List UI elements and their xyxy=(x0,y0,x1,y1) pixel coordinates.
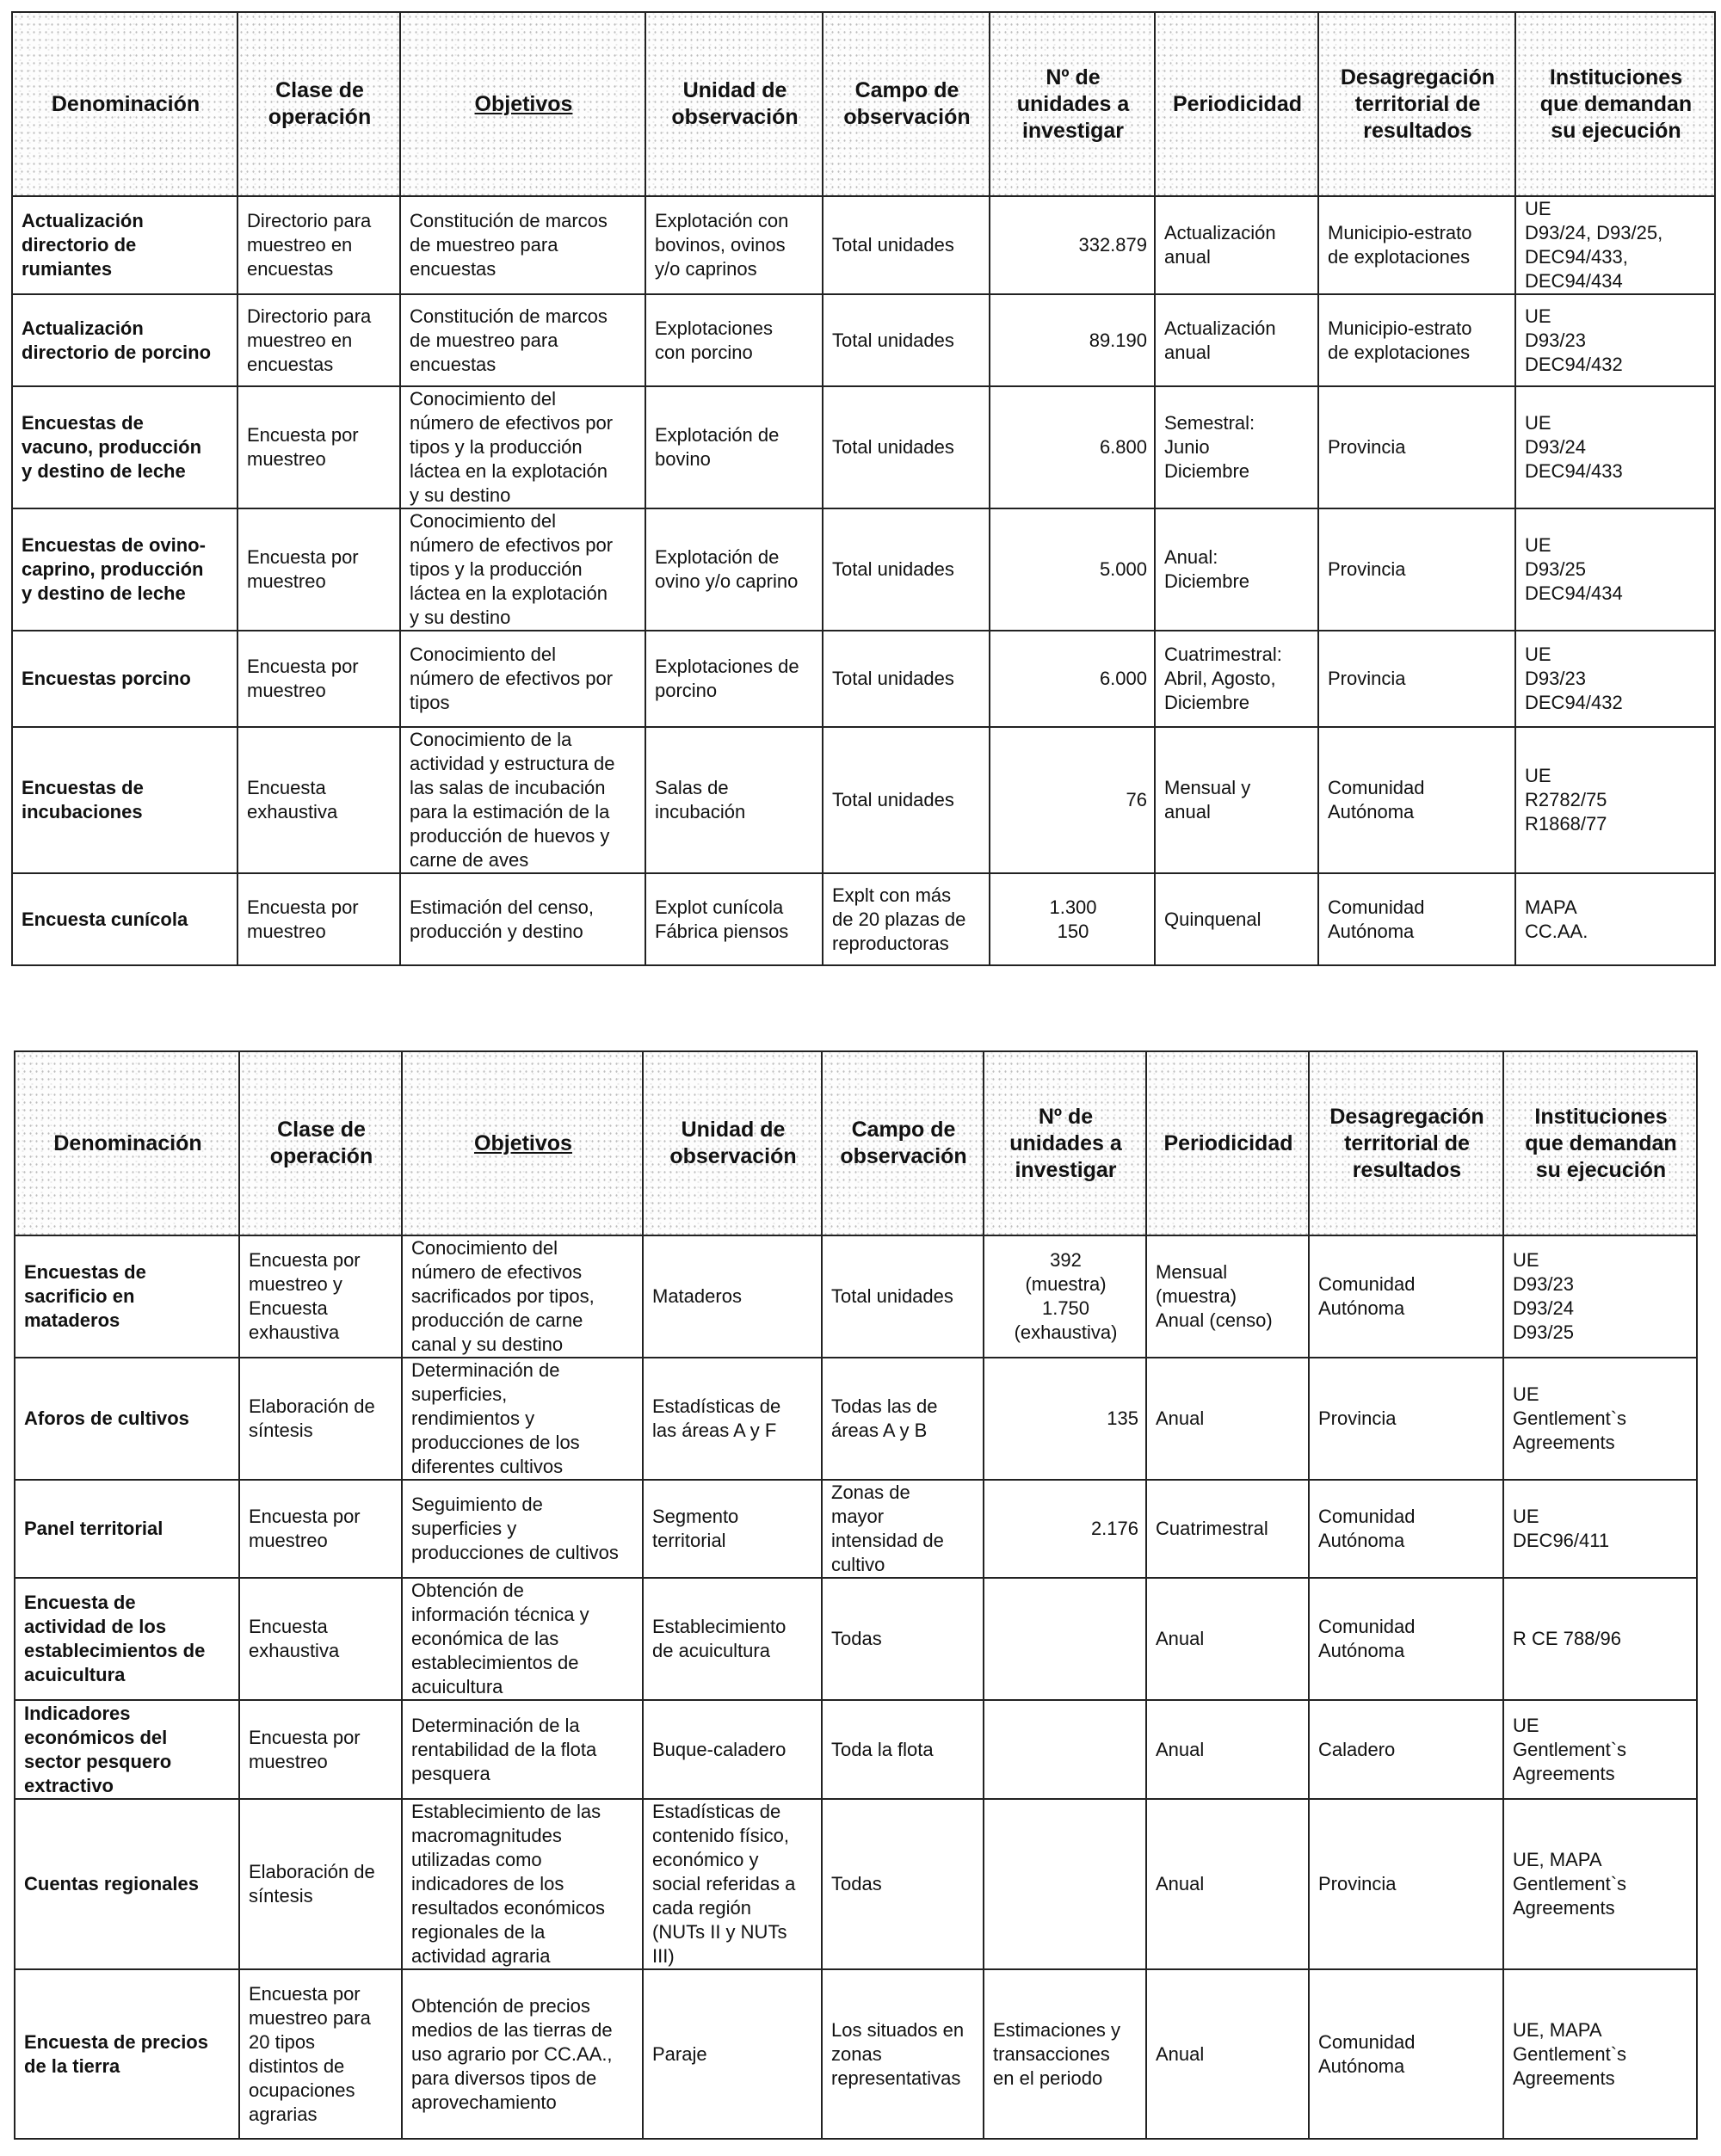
column-header-clase-operacion xyxy=(239,1051,402,1235)
cell-desagregacion-territorial: Comunidad Autónoma xyxy=(1309,1480,1503,1578)
column-header-desagregacion-territorial xyxy=(1309,1051,1503,1235)
cell-unidad-observacion: Explot cunícola Fábrica piensos xyxy=(645,873,823,965)
header-row xyxy=(15,1051,1697,1235)
cell-desagregacion-territorial: Provincia xyxy=(1318,631,1515,727)
cell-objetivos: Conocimiento del número de efectivos por tipos xyxy=(400,631,645,727)
column-header-num-unidades xyxy=(984,1051,1146,1235)
column-header-label: Objetivos xyxy=(474,1130,572,1155)
cell-denominacion: Actualización directorio de porcino xyxy=(12,294,237,386)
cell-campo-observacion: Zonas de mayor intensidad de cultivo xyxy=(822,1480,984,1578)
cell-desagregacion-territorial: Comunidad Autónoma xyxy=(1309,1578,1503,1700)
cell-instituciones: UE D93/23 D93/24 D93/25 xyxy=(1503,1235,1697,1358)
table-row xyxy=(15,1969,1697,2139)
cell-periodicidad: Cuatrimestral xyxy=(1146,1480,1309,1578)
cell-periodicidad: Actualización anual xyxy=(1155,196,1318,294)
cell-num-unidades: 5.000 xyxy=(990,508,1155,631)
cell-clase-operacion: Elaboración de síntesis xyxy=(239,1358,402,1480)
column-header-clase-operacion xyxy=(237,12,400,196)
table-row xyxy=(15,1578,1697,1700)
table-row xyxy=(15,1480,1697,1578)
column-header-label: Campo de observación xyxy=(840,1118,967,1168)
cell-num-unidades: 1.300 150 xyxy=(990,873,1155,965)
cell-periodicidad: Anual xyxy=(1146,1358,1309,1480)
cell-denominacion: Encuesta de precios de la tierra xyxy=(15,1969,239,2139)
cell-desagregacion-territorial: Provincia xyxy=(1318,508,1515,631)
cell-unidad-observacion: Buque-caladero xyxy=(643,1700,822,1799)
cell-denominacion: Aforos de cultivos xyxy=(15,1358,239,1480)
cell-instituciones: MAPA CC.AA. xyxy=(1515,873,1715,965)
cell-clase-operacion: Directorio para muestreo en encuestas xyxy=(237,294,400,386)
cell-num-unidades xyxy=(984,1700,1146,1799)
column-header-label: Denominación xyxy=(51,91,200,116)
cell-unidad-observacion: Salas de incubación xyxy=(645,727,823,873)
table-row xyxy=(15,1700,1697,1799)
cell-clase-operacion: Encuesta exhaustiva xyxy=(239,1578,402,1700)
column-header-desagregacion-territorial xyxy=(1318,12,1515,196)
cell-num-unidades xyxy=(984,1799,1146,1969)
cell-objetivos: Determinación de superficies, rendimientos y producciones de los diferentes cultivos xyxy=(402,1358,643,1480)
cell-campo-observacion: Toda la flota xyxy=(822,1700,984,1799)
cell-unidad-observacion: Explotación con bovinos, ovinos y/o caprinos xyxy=(645,196,823,294)
table-row xyxy=(12,294,1715,386)
cell-desagregacion-territorial: Municipio-estrato de explotaciones xyxy=(1318,294,1515,386)
cell-periodicidad: Anual xyxy=(1146,1969,1309,2139)
cell-campo-observacion: Todas xyxy=(822,1578,984,1700)
cell-instituciones: UE D93/24 DEC94/433 xyxy=(1515,386,1715,508)
column-header-label: Unidad de observación xyxy=(669,1118,797,1168)
cell-denominacion: Encuesta de actividad de los establecimientos de acuicultura xyxy=(15,1578,239,1700)
cell-clase-operacion: Encuesta por muestreo para 20 tipos distintos de ocupaciones agrarias xyxy=(239,1969,402,2139)
cell-periodicidad: Mensual y anual xyxy=(1155,727,1318,873)
column-header-label: Desagregación territorial de resultados xyxy=(1329,1104,1484,1182)
cell-denominacion: Panel territorial xyxy=(15,1480,239,1578)
column-header-periodicidad xyxy=(1146,1051,1309,1235)
column-header-label: Nº de unidades a investigar xyxy=(1016,65,1130,143)
cell-desagregacion-territorial: Comunidad Autónoma xyxy=(1309,1969,1503,2139)
cell-desagregacion-territorial: Municipio-estrato de explotaciones xyxy=(1318,196,1515,294)
cell-clase-operacion: Encuesta por muestreo xyxy=(239,1700,402,1799)
column-header-instituciones xyxy=(1515,12,1715,196)
column-header-objetivos xyxy=(402,1051,643,1235)
cell-clase-operacion: Encuesta por muestreo y Encuesta exhaustiva xyxy=(239,1235,402,1358)
cell-clase-operacion: Encuesta por muestreo xyxy=(237,386,400,508)
cell-clase-operacion: Encuesta por muestreo xyxy=(237,873,400,965)
column-header-label: Periodicidad xyxy=(1172,91,1303,116)
table-row xyxy=(12,873,1715,965)
operations-table-1 xyxy=(11,11,1716,966)
cell-unidad-observacion: Establecimiento de acuicultura xyxy=(643,1578,822,1700)
cell-num-unidades: 6.000 xyxy=(990,631,1155,727)
cell-instituciones: UE D93/25 DEC94/434 xyxy=(1515,508,1715,631)
column-header-label: Clase de operación xyxy=(268,78,372,129)
cell-instituciones: UE, MAPA Gentlement`s Agreements xyxy=(1503,1799,1697,1969)
table-row xyxy=(12,386,1715,508)
cell-desagregacion-territorial: Comunidad Autónoma xyxy=(1318,873,1515,965)
cell-campo-observacion: Los situados en zonas representativas xyxy=(822,1969,984,2139)
column-header-label: Clase de operación xyxy=(269,1118,373,1168)
cell-denominacion: Cuentas regionales xyxy=(15,1799,239,1969)
cell-objetivos: Obtención de precios medios de las tierras de uso agrario por CC.AA., para diversos tipos de aprovechamiento xyxy=(402,1969,643,2139)
cell-desagregacion-territorial: Comunidad Autónoma xyxy=(1318,727,1515,873)
cell-unidad-observacion: Paraje xyxy=(643,1969,822,2139)
cell-campo-observacion: Todas xyxy=(822,1799,984,1969)
cell-unidad-observacion: Mataderos xyxy=(643,1235,822,1358)
cell-clase-operacion: Directorio para muestreo en encuestas xyxy=(237,196,400,294)
cell-instituciones: UE, MAPA Gentlement`s Agreements xyxy=(1503,1969,1697,2139)
cell-desagregacion-territorial: Provincia xyxy=(1309,1799,1503,1969)
cell-denominacion: Encuestas porcino xyxy=(12,631,237,727)
column-header-denominacion xyxy=(12,12,237,196)
cell-instituciones: UE D93/23 DEC94/432 xyxy=(1515,631,1715,727)
cell-clase-operacion: Encuesta por muestreo xyxy=(237,508,400,631)
column-header-label: Desagregación territorial de resultados xyxy=(1340,65,1496,143)
cell-clase-operacion: Encuesta por muestreo xyxy=(239,1480,402,1578)
cell-objetivos: Estimación del censo, producción y destino xyxy=(400,873,645,965)
cell-objetivos: Establecimiento de las macromagnitudes utilizadas como indicadores de los resultados económicos regionales de la actividad agraria xyxy=(402,1799,643,1969)
table-row xyxy=(15,1235,1697,1358)
header-row xyxy=(12,12,1715,196)
cell-objetivos: Conocimiento de la actividad y estructura de las salas de incubación para la estimación de la producción de huevos y carne de aves xyxy=(400,727,645,873)
cell-instituciones: UE Gentlement`s Agreements xyxy=(1503,1358,1697,1480)
cell-campo-observacion: Total unidades xyxy=(823,727,990,873)
column-header-num-unidades xyxy=(990,12,1155,196)
cell-unidad-observacion: Explotaciones de porcino xyxy=(645,631,823,727)
cell-campo-observacion: Total unidades xyxy=(823,631,990,727)
cell-unidad-observacion: Estadísticas de las áreas A y F xyxy=(643,1358,822,1480)
cell-desagregacion-territorial: Provincia xyxy=(1318,386,1515,508)
cell-instituciones: UE R2782/75 R1868/77 xyxy=(1515,727,1715,873)
column-header-instituciones xyxy=(1503,1051,1697,1235)
cell-denominacion: Encuestas de vacuno, producción y destino de leche xyxy=(12,386,237,508)
cell-periodicidad: Anual xyxy=(1146,1700,1309,1799)
table-row xyxy=(15,1358,1697,1480)
cell-periodicidad: Anual xyxy=(1146,1578,1309,1700)
column-header-label: Unidad de observación xyxy=(671,78,799,129)
cell-num-unidades: 332.879 xyxy=(990,196,1155,294)
cell-instituciones: UE DEC96/411 xyxy=(1503,1480,1697,1578)
cell-objetivos: Conocimiento del número de efectivos por tipos y la producción láctea en la explotación y su destino xyxy=(400,508,645,631)
cell-periodicidad: Mensual (muestra) Anual (censo) xyxy=(1146,1235,1309,1358)
column-header-campo-observacion xyxy=(823,12,990,196)
cell-periodicidad: Cuatrimestral: Abril, Agosto, Diciembre xyxy=(1155,631,1318,727)
cell-num-unidades xyxy=(984,1578,1146,1700)
column-header-unidad-observacion xyxy=(645,12,823,196)
cell-clase-operacion: Elaboración de síntesis xyxy=(239,1799,402,1969)
cell-objetivos: Constitución de marcos de muestreo para encuestas xyxy=(400,294,645,386)
table-row xyxy=(12,631,1715,727)
cell-instituciones: UE Gentlement`s Agreements xyxy=(1503,1700,1697,1799)
cell-periodicidad: Quinquenal xyxy=(1155,873,1318,965)
column-header-label: Instituciones que demandan su ejecución xyxy=(1525,1104,1677,1182)
cell-objetivos: Determinación de la rentabilidad de la flota pesquera xyxy=(402,1700,643,1799)
cell-periodicidad: Semestral: Junio Diciembre xyxy=(1155,386,1318,508)
column-header-unidad-observacion xyxy=(643,1051,822,1235)
cell-num-unidades: 6.800 xyxy=(990,386,1155,508)
cell-num-unidades: 76 xyxy=(990,727,1155,873)
cell-desagregacion-territorial: Caladero xyxy=(1309,1700,1503,1799)
cell-unidad-observacion: Explotación de ovino y/o caprino xyxy=(645,508,823,631)
cell-desagregacion-territorial: Provincia xyxy=(1309,1358,1503,1480)
cell-periodicidad: Anual xyxy=(1146,1799,1309,1969)
cell-objetivos: Conocimiento del número de efectivos sacrificados por tipos, producción de carne canal y su destino xyxy=(402,1235,643,1358)
cell-campo-observacion: Total unidades xyxy=(822,1235,984,1358)
cell-denominacion: Encuesta cunícola xyxy=(12,873,237,965)
cell-campo-observacion: Total unidades xyxy=(823,508,990,631)
cell-campo-observacion: Explt con más de 20 plazas de reproductoras xyxy=(823,873,990,965)
cell-objetivos: Seguimiento de superficies y producciones de cultivos xyxy=(402,1480,643,1578)
cell-denominacion: Encuestas de incubaciones xyxy=(12,727,237,873)
column-header-objetivos xyxy=(400,12,645,196)
cell-objetivos: Conocimiento del número de efectivos por tipos y la producción láctea en la explotación y su destino xyxy=(400,386,645,508)
cell-periodicidad: Actualización anual xyxy=(1155,294,1318,386)
cell-unidad-observacion: Segmento territorial xyxy=(643,1480,822,1578)
cell-num-unidades: 89.190 xyxy=(990,294,1155,386)
column-header-label: Objetivos xyxy=(474,91,573,116)
table-row xyxy=(12,196,1715,294)
cell-instituciones: R CE 788/96 xyxy=(1503,1578,1697,1700)
column-header-campo-observacion xyxy=(822,1051,984,1235)
cell-instituciones: UE D93/23 DEC94/432 xyxy=(1515,294,1715,386)
cell-num-unidades: 392 (muestra) 1.750 (exhaustiva) xyxy=(984,1235,1146,1358)
cell-denominacion: Encuestas de ovino- caprino, producción y destino de leche xyxy=(12,508,237,631)
operations-table-2 xyxy=(14,1050,1698,2140)
cell-denominacion: Actualización directorio de rumiantes xyxy=(12,196,237,294)
table-row xyxy=(15,1799,1697,1969)
cell-denominacion: Indicadores económicos del sector pesquero extractivo xyxy=(15,1700,239,1799)
cell-campo-observacion: Total unidades xyxy=(823,196,990,294)
cell-objetivos: Constitución de marcos de muestreo para encuestas xyxy=(400,196,645,294)
column-header-label: Periodicidad xyxy=(1163,1130,1293,1155)
column-header-label: Nº de unidades a investigar xyxy=(1009,1104,1122,1182)
cell-objetivos: Obtención de información técnica y económica de las establecimientos de acuicultura xyxy=(402,1578,643,1700)
cell-clase-operacion: Encuesta por muestreo xyxy=(237,631,400,727)
cell-instituciones: UE D93/24, D93/25, DEC94/433, DEC94/434 xyxy=(1515,196,1715,294)
cell-periodicidad: Anual: Diciembre xyxy=(1155,508,1318,631)
cell-campo-observacion: Total unidades xyxy=(823,386,990,508)
cell-unidad-observacion: Explotaciones con porcino xyxy=(645,294,823,386)
column-header-label: Denominación xyxy=(53,1130,202,1155)
cell-campo-observacion: Total unidades xyxy=(823,294,990,386)
column-header-label: Instituciones que demandan su ejecución xyxy=(1539,65,1693,143)
cell-denominacion: Encuestas de sacrificio en mataderos xyxy=(15,1235,239,1358)
cell-num-unidades: 135 xyxy=(984,1358,1146,1480)
cell-clase-operacion: Encuesta exhaustiva xyxy=(237,727,400,873)
column-header-periodicidad xyxy=(1155,12,1318,196)
table-row xyxy=(12,508,1715,631)
cell-campo-observacion: Todas las de áreas A y B xyxy=(822,1358,984,1480)
column-header-label: Campo de observación xyxy=(843,78,971,129)
cell-num-unidades: 2.176 xyxy=(984,1480,1146,1578)
cell-num-unidades: Estimaciones y transacciones en el periodo xyxy=(984,1969,1146,2139)
cell-desagregacion-territorial: Comunidad Autónoma xyxy=(1309,1235,1503,1358)
table-row xyxy=(12,727,1715,873)
cell-unidad-observacion: Estadísticas de contenido físico, económico y social referidas a cada región (NUTs II y NUTs III) xyxy=(643,1799,822,1969)
column-header-denominacion xyxy=(15,1051,239,1235)
cell-unidad-observacion: Explotación de bovino xyxy=(645,386,823,508)
